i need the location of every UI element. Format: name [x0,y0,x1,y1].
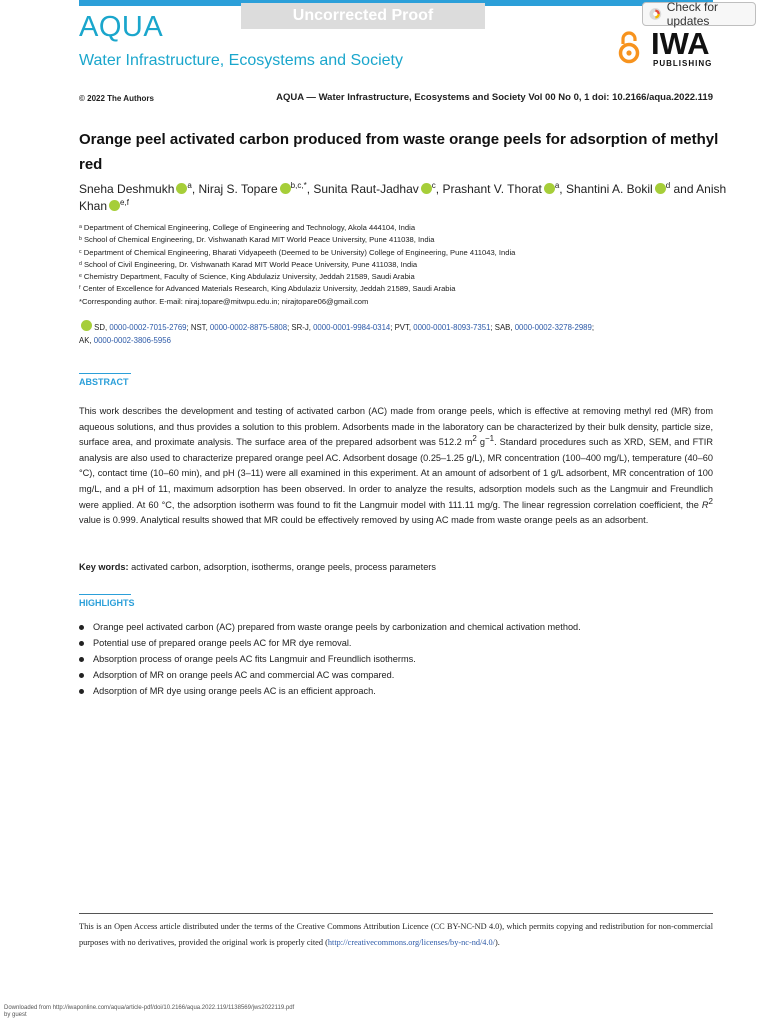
open-access-icon [617,30,641,64]
orcid-icon[interactable] [655,183,666,194]
bullet-icon [79,641,84,646]
highlight-item [79,619,713,635]
orcid-link[interactable]: 0000-0002-8875-5808 [209,323,288,332]
affiliation-line: ᵈ School of Civil Engineering, Dr. Vishwanath Karad MIT World Peace University, Pune 411038, India [79,259,418,269]
highlight-text: Adsorption of MR on orange peels AC and commercial AC was compared. [93,670,395,680]
author-affiliation-marker: a [554,181,560,190]
svg-text:IWA: IWA [651,26,710,59]
highlights-rule [79,594,131,595]
orcid-icon[interactable] [421,183,432,194]
orcid-link[interactable]: 0000-0001-9984-0314 [313,323,391,332]
author-affiliation-marker: d [665,181,671,190]
orcid-icon[interactable] [544,183,555,194]
orcid-link[interactable]: 0000-0002-7015-2769 [109,323,187,332]
orcid-author-label: ; SR-J, [287,323,314,332]
affiliation-line: ᶜ Department of Chemical Engineering, Bharati Vidyapeeth (Deemed to be University) College of Engineering, Pune 411043, India [79,247,516,257]
journal-name: AQUA [79,11,164,43]
bullet-icon [79,625,84,630]
orcid-author-label: ; PVT, [390,323,414,332]
orcid-author-label: ; NST, [186,323,210,332]
license-text: This is an Open Access article distributed under the terms of the Creative Commons Attribution Licence (CC BY-NC-ND 4.0), which permits copying and redistribution for non-commercial purposes with no derivatives, provided the original work is properly cited (http://creativecommons.org/licenses/by-nc-nd/4.0/). [79,922,713,947]
highlights-list [79,619,713,699]
abstract-text: This work describes the development and testing of activated carbon (AC) made from orange peels, which is effective at removing methyl red (MR) from aqueous solutions, and thus provides a solution to this problem. Adsorbents made in the laboratory can be characterized by their bulk density, particle size, surface area, and proximate analysis. The surface area of the prepared adsorbent was 512.2 $m^2$ $g^{-1}$. Standard procedures such as XRD, SEM, and FTIR analysis are also used to characterize prepared orange peel AC. Adsorbent dosage (0.25–1.25 g/L), MR concentration (100–400 mg/L), temperature (40–60 °C), contact time (10–60 min), and pH (3–11) were all examined in this experiment. At an amount of adsorbent of 1 g/L adsorbent, MR concentration of 100 mg/L, and a pH of 11, maximum adsorption has been observed. In order to analyze the results, adsorption models such as the Langmuir and Freundlich were applied. At 60 °C, the adsorption isotherm was found to fit the Langmuir model with 111.11 mg/g. The linear regression correlation coefficient, the $R^2$ value is 0.999. Analytical results showed that MR could be effectively removed by using AC made from waste orange peels as an adsorbent. [79,406,713,526]
keywords-value: activated carbon, adsorption, isotherms, orange peels, process parameters [128,562,436,572]
abstract-rule [79,373,131,374]
orcid-author-label: ; SAB, [490,323,515,332]
orcid-author-label: SD, [94,323,110,332]
check-updates-label: Check for updates [666,0,719,28]
highlight-text: Absorption process of orange peels AC fits Langmuir and Freundlich isotherms. [93,654,416,664]
highlight-text: Orange peel activated carbon (AC) prepared from waste orange peels by carbonization and chemical activation method. [93,622,581,632]
author-name[interactable]: Niraj S. Topare [198,182,278,196]
affiliation-line: ᵇ School of Chemical Engineering, Dr. Vishwanath Karad MIT World Peace University, Pune 411038, India [79,235,435,245]
highlight-text: Potential use of prepared orange peels AC for MR dye removal. [93,638,352,648]
author-name[interactable]: Prashant V. Thorat [442,182,542,196]
orcid-link[interactable]: 0000-0001-8093-7351 [413,323,491,332]
author-affiliation-marker: a [187,181,192,190]
proof-banner: Uncorrected Proof [241,3,485,29]
abstract-heading: ABSTRACT [79,377,129,387]
citation-line: AQUA — Water Infrastructure, Ecosystems and Society Vol 00 No 0, 1 doi: 10.2166/aqua.2022.119 [276,92,713,103]
orcid-list [79,320,719,347]
keywords-label: Key words: [79,562,129,572]
superscript-2: 2 [472,434,477,444]
affiliation-line: ᵉ Chemistry Department, Faculty of Science, King Abdulaziz University, Jeddah 21589, Saudi Arabia [79,272,415,282]
author-affiliation-marker: b,c,* [290,181,307,190]
author-name[interactable]: Anish Khan [79,182,727,213]
journal-subtitle: Water Infrastructure, Ecosystems and Society [79,52,403,69]
affiliation-line: ᶠ Center of Excellence for Advanced Materials Research, King Abdulaziz University, Jeddah 21589, Saudi Arabia [79,284,456,294]
superscript-minus1: −1 [484,434,495,444]
keywords [79,562,436,572]
check-for-updates-button[interactable] [642,2,756,26]
author-separator: , [435,182,443,196]
orcid-link[interactable]: 0000-0002-3806-5956 [93,335,171,345]
bullet-icon [79,689,84,694]
highlight-item [79,667,713,683]
orcid-icon[interactable] [109,200,120,211]
author-separator: , [191,182,199,196]
highlight-item [79,651,713,667]
author-separator: and [670,182,697,196]
orcid-icon[interactable] [176,183,187,194]
affiliation-line: *Corresponding author. E-mail: niraj.topare@mitwpu.edu.in; nirajtopare06@gmail.com [79,296,369,306]
author-affiliation-marker: e,f [120,198,129,207]
license-link[interactable]: http://creativecommons.org/licenses/by-nc-nd/4.0/ [327,938,495,947]
orcid-link[interactable]: 0000-0002-3278-2989 [514,323,592,332]
author-separator: , [559,182,566,196]
bullet-icon [79,657,84,662]
author-list [79,181,729,215]
orcid-icon [81,320,92,331]
highlight-item [79,683,713,699]
publisher-label: PUBLISHING [653,59,713,68]
copyright: © 2022 The Authors [79,94,154,103]
highlights-heading: HIGHLIGHTS [79,598,135,608]
affiliations [79,222,719,308]
author-affiliation-marker: c [431,181,436,190]
author-separator: , [306,182,314,196]
footer-rule [79,913,713,914]
check-updates-icon [649,7,662,21]
download-notice: Downloaded from http://iwaponline.com/aqua/article-pdf/doi/10.2166/aqua.2022.119/1138569/jws2022119.pdf by guest [4,1005,295,1018]
author-name[interactable]: Sunita Raut-Jadhav [313,182,419,196]
author-name[interactable]: Shantini A. Bokil [565,182,653,196]
orcid-icon[interactable] [280,183,291,194]
article-title: Orange peel activated carbon produced from waste orange peels for adsorption of methyl red [79,131,719,173]
bullet-icon [79,673,84,678]
orcid-author-label: ; AK, [79,323,595,345]
affiliation-line: ᵃ Department of Chemical Engineering, College of Engineering and Technology, Akola 444104, India [79,223,416,232]
author-name[interactable]: Sneha Deshmukh [79,182,175,196]
highlight-item [79,635,713,651]
iwa-publishing-logo [649,25,713,59]
highlight-text: Adsorption of MR dye using orange peels AC is an efficient approach. [93,686,376,696]
